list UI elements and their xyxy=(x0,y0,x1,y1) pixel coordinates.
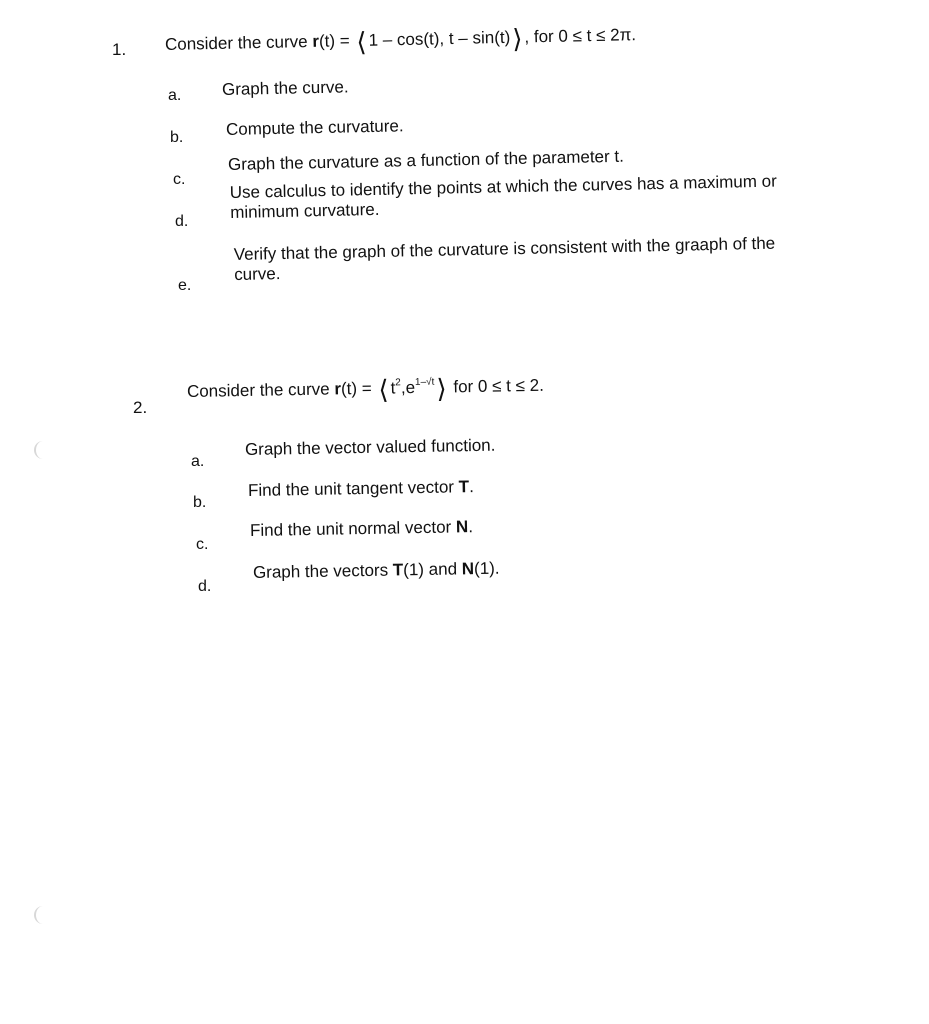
vector-N: N xyxy=(455,517,469,537)
vector-T: T xyxy=(458,477,470,497)
vector-r: r xyxy=(312,31,320,51)
problem-2-intro: Consider the curve xyxy=(186,379,330,401)
vector-T: T xyxy=(392,560,404,580)
scan-hole-mark xyxy=(34,441,46,459)
vector-N: N xyxy=(461,559,475,579)
param-t: (t) xyxy=(318,31,336,51)
item-text-middle: (1) and xyxy=(403,559,462,580)
problem-1-item-c-label: c. xyxy=(173,171,186,188)
problem-1-item-b-label: b. xyxy=(170,129,184,146)
problem-2-item-a-label: a. xyxy=(191,453,205,470)
problem-2-statement: Consider the curve $r(t) = ⟨t^2,e^{1-√t}⟩$ for 0 ≤ t ≤ 2. xyxy=(186,373,545,405)
problem-1-item-d-text: Use calculus to identify the points at which the curves has a maximum or minimum curvature. xyxy=(229,171,777,222)
item-text-suffix: . xyxy=(468,477,474,497)
component-e: e xyxy=(405,378,416,398)
problem-2-item-c-text xyxy=(250,517,473,541)
item-text-prefix: Graph the vectors xyxy=(252,560,393,582)
problem-2-number: 2. xyxy=(133,398,148,417)
problem-1-number: 1. xyxy=(112,40,127,59)
scan-hole-mark xyxy=(34,906,46,924)
problem-1-item-e-label: e. xyxy=(178,277,192,294)
right-angle-icon: ⟩ xyxy=(511,23,523,54)
equals-sign: = xyxy=(361,378,372,398)
problem-1-intro: Consider the curve xyxy=(164,32,308,54)
problem-1-item-b-text: Compute the curvature. xyxy=(225,116,404,139)
left-angle-icon: ⟨ xyxy=(378,374,389,405)
equals-sign: = xyxy=(339,31,350,51)
problem-2-item-b-text xyxy=(248,477,474,501)
curve-components: 1 – cos(t), t – sin(t) xyxy=(368,27,511,50)
problem-1-statement xyxy=(165,25,637,56)
component-t: t xyxy=(390,378,396,398)
left-angle-icon: ⟨ xyxy=(356,26,367,57)
item-text-suffix: . xyxy=(468,517,474,537)
problem-1-item-e-text: Verify that the graph of the curvature is consistent with the graaph of the curve. xyxy=(233,233,776,284)
item-text-prefix: Find the unit tangent vector xyxy=(247,477,459,500)
vector-r: r xyxy=(334,379,342,399)
problem-2-item-c-label: c. xyxy=(196,536,209,553)
t-exponent: 2 xyxy=(395,377,401,389)
problem-2-item-d-label: d. xyxy=(198,578,212,595)
item-text-prefix: Find the unit normal vector xyxy=(249,517,457,540)
e-exponent: 1–√t xyxy=(414,376,435,389)
problem-1-item-a-label: a. xyxy=(168,87,182,104)
problem-2-item-a-text: Graph the vector valued function. xyxy=(244,435,496,459)
problem-2-item-b-label: b. xyxy=(193,494,207,511)
item-text-suffix: (1). xyxy=(473,558,500,579)
domain-text: , for 0 ≤ t ≤ 2π. xyxy=(524,25,637,47)
param-t: (t) xyxy=(340,379,358,399)
problem-2-item-d-text xyxy=(253,559,500,583)
right-angle-icon: ⟩ xyxy=(436,373,447,404)
problem-1-item-a-text: Graph the curve. xyxy=(221,77,349,99)
domain-text: for 0 ≤ t ≤ 2. xyxy=(453,375,545,397)
problem-1-item-c-text: Graph the curvature as a function of the parameter t. xyxy=(227,146,625,174)
problem-1-item-d-label: d. xyxy=(175,213,189,230)
